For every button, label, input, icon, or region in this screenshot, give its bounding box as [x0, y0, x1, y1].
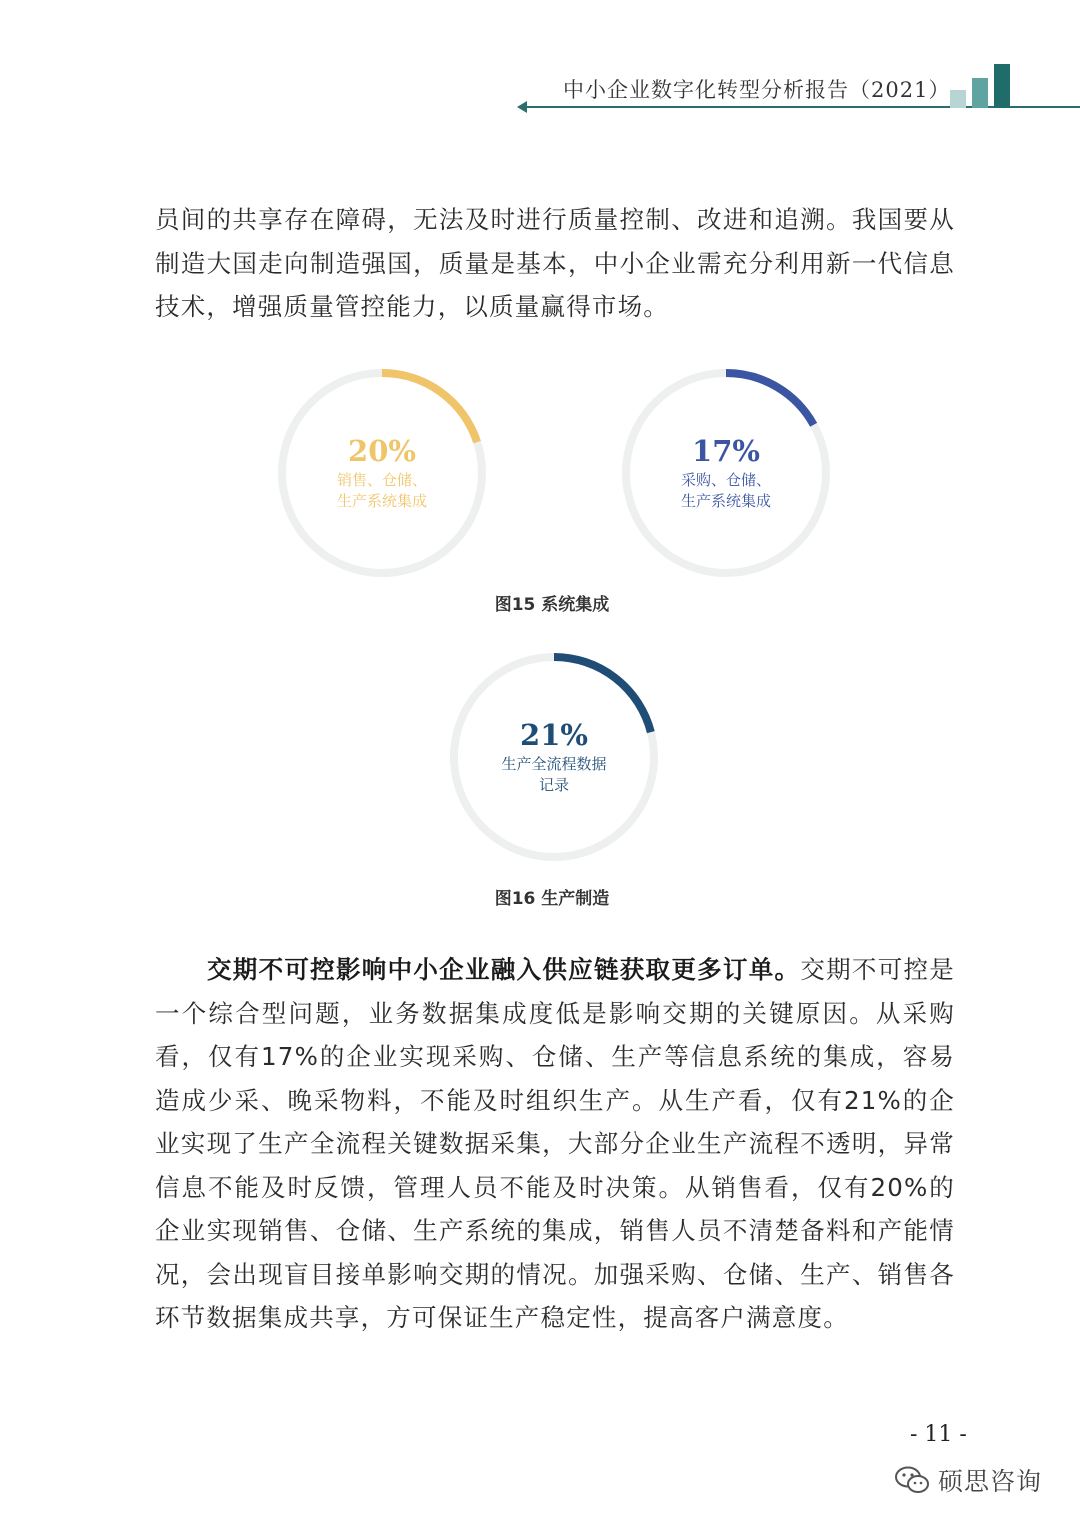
- donut-label: [656, 470, 796, 512]
- donut-label-line: 采购、仓储、: [680, 471, 771, 489]
- body-paragraph-2: [155, 948, 955, 1340]
- logo-bar: [994, 64, 1010, 108]
- page-number: - 11 -: [910, 1422, 967, 1447]
- logo-bar: [972, 78, 988, 108]
- donut-chart-production-data: [448, 651, 660, 863]
- donut-label-line: 生产系统集成: [336, 492, 427, 510]
- donut-chart-procurement-integration: [620, 367, 832, 579]
- donut-label-line: 销售、仓储、: [336, 471, 427, 489]
- logo-bar: [950, 90, 966, 108]
- donut-value: 20%: [348, 434, 416, 468]
- bar-chart-logo-icon: [950, 64, 1012, 108]
- body-paragraph-1: 员间的共享存在障碍，无法及时进行质量控制、改进和追溯。我国要从制造大国走向制造强国，质量是基本，中小企业需充分利用新一代信息技术，增强质量管控能力，以质量赢得市场。: [155, 205, 955, 321]
- watermark-text: 硕思咨询: [938, 1467, 1043, 1496]
- paragraph-lead-sentence: 交期不可控影响中小企业融入供应链获取更多订单。: [207, 955, 801, 984]
- donut-label-line: 记录: [538, 776, 569, 794]
- watermark: [894, 1460, 1042, 1500]
- figure-caption-16: 图16 生产制造: [494, 889, 610, 909]
- donut-value: 21%: [520, 718, 588, 752]
- donut-label: [312, 470, 452, 512]
- wechat-icon: [894, 1465, 930, 1495]
- donut-label-line: 生产系统集成: [680, 492, 771, 510]
- report-title: 中小企业数字化转型分析报告（2021）: [563, 78, 951, 102]
- donut-chart-sales-integration: [276, 367, 488, 579]
- donut-value: 17%: [692, 434, 760, 468]
- paragraph-body: 交期不可控是一个综合型问题，业务数据集成度低是影响交期的关键原因。从采购看，仅有17%的企业实现采购、仓储、生产等信息系统的集成，容易造成少采、晚采物料，不能及时组织生产。从生产看，仅有21%的企业实现了生产全流程关键数据采集，大部分企业生产流程不透明，异常信息不能及时反馈，管理人员不能及时决策。从销售看，仅有20%的企业实现销售、仓储、生产系统的集成，销售人员不清楚备料和产能情况，会出现盲目接单影响交期的情况。加强采购、仓储、生产、销售各环节数据集成共享，方可保证生产稳定性，提高客户满意度。: [155, 955, 955, 1332]
- figure-caption-15: 图15 系统集成: [494, 595, 610, 615]
- donut-label: [484, 754, 624, 796]
- donut-label-line: 生产全流程数据: [501, 755, 607, 773]
